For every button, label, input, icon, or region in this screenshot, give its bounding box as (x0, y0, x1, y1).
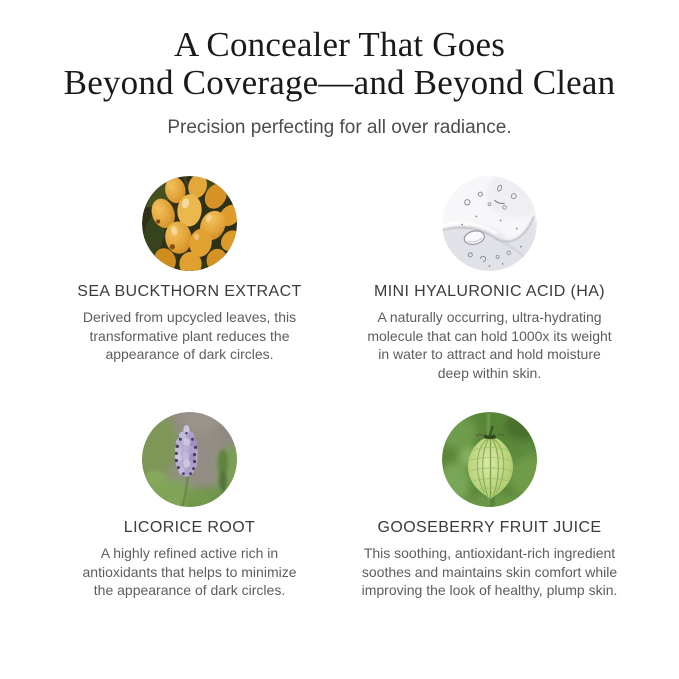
page-title (0, 26, 679, 102)
ingredient-description: Derived from upcycled leaves, this transformative plant reduces the appearance of dark circles. (82, 309, 297, 363)
ingredient-card-hyaluronic-acid (340, 176, 640, 382)
ingredient-description: A naturally occurring, ultra-hydrating molecule that can hold 1000x its weight in water to attract and hold moisture deep within skin. (367, 309, 612, 381)
gooseberry-husk-photo (442, 412, 537, 507)
sea-buckthorn-berries-photo (142, 176, 237, 271)
ingredient-description: A highly refined active rich in antioxidants that helps to minimize the appearance of dark circles. (82, 545, 297, 599)
title-line-2: Beyond Coverage—and Beyond Clean (63, 63, 616, 103)
page-subtitle: Precision perfecting for all over radiance. (167, 117, 512, 139)
title-line-1: A Concealer That Goes (173, 25, 506, 64)
clear-gel-texture-photo (442, 176, 537, 271)
ingredient-name: LICORICE ROOT (123, 519, 256, 537)
ingredient-name: GOOSEBERRY FRUIT JUICE (377, 519, 602, 537)
ingredient-name: SEA BUCKTHORN EXTRACT (77, 283, 302, 301)
ingredient-name: MINI HYALURONIC ACID (HA) (373, 283, 606, 301)
ingredient-card-gooseberry (340, 412, 640, 599)
header (0, 26, 679, 139)
ingredient-card-licorice-root (40, 412, 340, 599)
ingredient-description: This soothing, antioxidant-rich ingredient soothes and maintains skin comfort while improving the look of healthy, plump skin. (361, 545, 618, 599)
ingredients-grid (0, 176, 679, 599)
ingredient-card-sea-buckthorn (40, 176, 340, 382)
licorice-flower-photo (142, 412, 237, 507)
